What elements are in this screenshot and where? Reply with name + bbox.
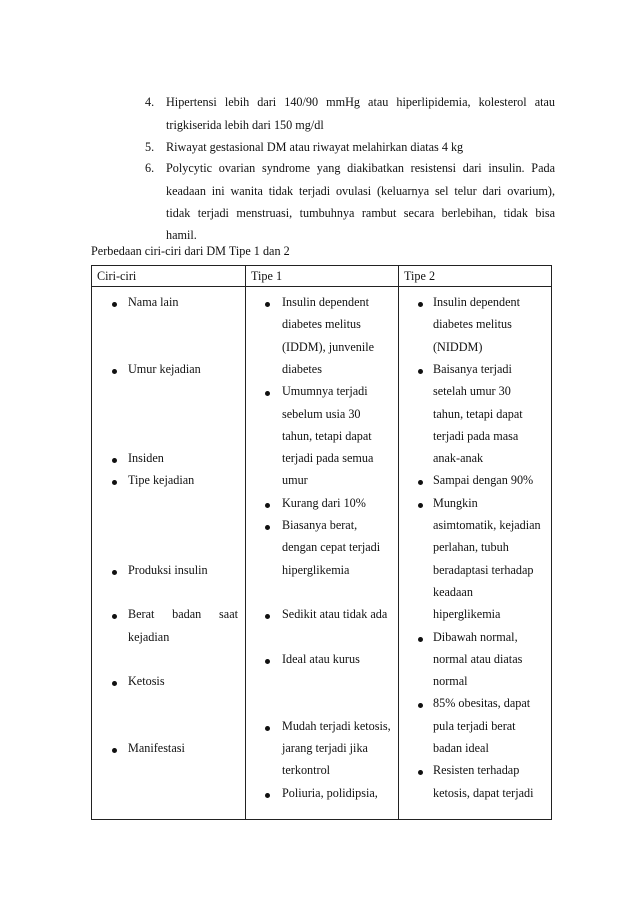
comparison-table — [91, 265, 552, 820]
column-header-tipe1: Tipe 1 — [251, 269, 283, 283]
table-column-divider — [398, 265, 399, 820]
cell-text-line: Sampai dengan 90% — [433, 473, 534, 488]
table-border-bottom — [91, 819, 552, 820]
cell-text-line: sebelum usia 30 — [282, 406, 361, 421]
cell-text-line: Insulin dependent — [433, 295, 520, 309]
cell-text-line: diabetes melitus — [433, 317, 512, 332]
cell-text-line: (NIDDM) — [433, 339, 483, 354]
bullet-icon — [265, 503, 270, 508]
list-text-line: tidak terjadi menstruasi, tumbuhnya rambut secara berlebihan, tidak bisa — [166, 206, 555, 220]
list-text-line: trigkiserida lebih dari 150 mg/dl — [166, 118, 324, 132]
bullet-icon — [265, 391, 270, 396]
table-border-top — [91, 265, 552, 266]
cell-text-line: normal atau diatas — [433, 651, 523, 666]
table-header-divider — [91, 286, 552, 287]
cell-text-line: normal — [433, 674, 468, 689]
bullet-icon — [112, 614, 117, 619]
cell-text-line: Mudah terjadi ketosis, — [282, 718, 391, 733]
table-column-divider — [245, 265, 246, 820]
bullet-icon — [265, 726, 270, 731]
cell-text-line: Nama lain — [128, 295, 179, 309]
cell-text-line: Poliuria, polidipsia, — [282, 785, 378, 800]
column-header-tipe2: Tipe 2 — [404, 269, 436, 283]
cell-text-line: tahun, tetapi dapat — [282, 428, 372, 443]
table-border-right — [551, 265, 552, 820]
bullet-icon — [418, 480, 423, 485]
bullet-icon — [418, 503, 423, 508]
bullet-icon — [265, 659, 270, 664]
cell-text-line: diabetes — [282, 361, 322, 376]
bullet-icon — [112, 458, 117, 463]
list-number: 6. — [145, 161, 155, 175]
cell-text-line: Tipe kejadian — [128, 473, 195, 488]
bullet-icon — [112, 681, 117, 686]
cell-text-line: terjadi pada semua — [282, 451, 374, 466]
bullet-icon — [112, 480, 117, 485]
cell-text-line: Umur kejadian — [128, 361, 201, 376]
bullet-icon — [112, 369, 117, 374]
cell-text-line: Dibawah normal, — [433, 629, 518, 644]
cell-text-line: hiperglikemia — [282, 562, 350, 577]
cell-text-line: pula terjadi berat — [433, 718, 516, 733]
list-number: 4. — [145, 95, 155, 109]
list-text-line: Hipertensi lebih dari 140/90 mmHg atau hiperlipidemia, kolesterol atau — [166, 95, 555, 109]
cell-text-line: terjadi pada masa — [433, 428, 519, 443]
bullet-icon — [112, 570, 117, 575]
cell-text-line: terkontrol — [282, 763, 331, 778]
bullet-icon — [112, 748, 117, 753]
cell-text-line: umur — [282, 473, 308, 488]
cell-text-line: Insiden — [128, 451, 164, 466]
cell-text-line: Insulin dependent — [282, 295, 369, 309]
cell-text-line: Berat badan saat — [128, 607, 238, 622]
bullet-icon — [265, 793, 270, 798]
bullet-icon — [112, 302, 117, 307]
cell-text-line: Biasanya berat, — [282, 518, 358, 532]
cell-text-line: badan ideal — [433, 741, 489, 755]
cell-text-line: Umumnya terjadi — [282, 384, 368, 399]
cell-text-line: keadaan — [433, 584, 473, 599]
list-text-line: keadaan ini wanita tidak terjadi ovulasi (keluarnya sel telur dari ovarium), — [166, 184, 555, 198]
bullet-icon — [265, 614, 270, 619]
cell-text-line: diabetes melitus — [282, 317, 361, 332]
cell-text-line: asimtomatik, kejadian — [433, 518, 541, 532]
list-number: 5. — [145, 140, 155, 154]
bullet-icon — [418, 770, 423, 775]
cell-text-line: (IDDM), junvenile — [282, 339, 375, 354]
cell-text-line: Baisanya terjadi — [433, 361, 512, 376]
list-text-line: Riwayat gestasional DM atau riwayat melahirkan diatas 4 kg — [166, 140, 464, 154]
list-text-line: hamil. — [166, 228, 197, 242]
cell-text-line: Mungkin — [433, 495, 478, 510]
cell-text-line: Manifestasi — [128, 741, 185, 755]
cell-text-line: kejadian — [128, 629, 170, 644]
table-title: Perbedaan ciri-ciri dari DM Tipe 1 dan 2 — [91, 244, 290, 258]
bullet-icon — [418, 637, 423, 642]
cell-text-line: Ketosis — [128, 674, 165, 689]
cell-text-line: jarang terjadi jika — [282, 741, 368, 755]
cell-text-line: dengan cepat terjadi — [282, 540, 381, 555]
table-border-left — [91, 265, 92, 820]
cell-text-line: perlahan, tubuh — [433, 540, 509, 555]
cell-text-line: Ideal atau kurus — [282, 651, 360, 666]
bullet-icon — [418, 369, 423, 374]
cell-text-line: hiperglikemia — [433, 607, 501, 622]
cell-text-line: ketosis, dapat terjadi — [433, 785, 534, 800]
cell-text-line: Sedikit atau tidak ada — [282, 607, 388, 622]
cell-text-line: setelah umur 30 — [433, 384, 511, 399]
bullet-icon — [418, 703, 423, 708]
cell-text-line: anak-anak — [433, 451, 484, 466]
cell-text-line: Resisten terhadap — [433, 763, 520, 778]
cell-text-line: 85% obesitas, dapat — [433, 696, 531, 711]
cell-text-line: Kurang dari 10% — [282, 495, 366, 510]
bullet-icon — [418, 302, 423, 307]
bullet-icon — [265, 525, 270, 530]
cell-text-line: Produksi insulin — [128, 562, 208, 577]
bullet-icon — [265, 302, 270, 307]
cell-text-line: beradaptasi terhadap — [433, 562, 534, 577]
list-text-line: Polycytic ovarian syndrome yang diakibatkan resistensi dari insulin. Pada — [166, 161, 555, 175]
column-header-ciri: Ciri-ciri — [97, 269, 137, 283]
cell-text-line: tahun, tetapi dapat — [433, 406, 523, 421]
